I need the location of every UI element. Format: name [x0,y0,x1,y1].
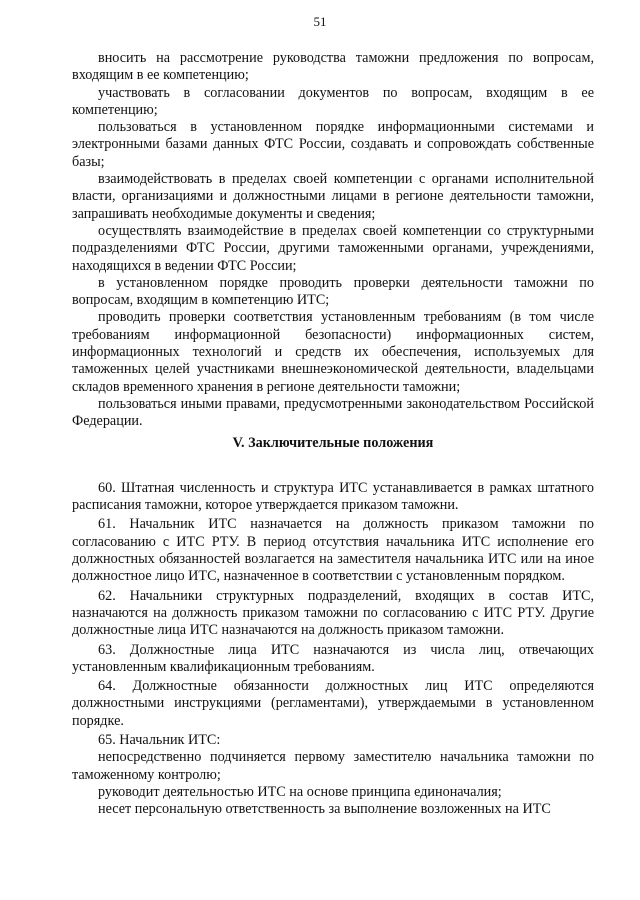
paragraph-60: 60. Штатная численность и структура ИТС устанавливается в рамках штатного расписания таможни, которое утверждается приказом таможни. [72,479,594,514]
paragraph-62: 62. Начальники структурных подразделений, входящих в состав ИТС, назначаются на должность приказом таможни по согласованию с ИТС РТУ. Другие должностные лица ИТС назначаются на должность приказом таможни. [72,587,594,639]
page-number: 51 [313,14,327,29]
paragraph-65: 65. Начальник ИТС: [98,731,221,748]
rights-item: осуществлять взаимодействие в пределах своей компетенции со структурными подразделениями ФТС России, другими таможенными органами, учреждениями, находящихся в ведении ФТС России; [72,222,594,274]
rights-item: взаимодействовать в пределах своей компетенции с органами исполнительной власти, организациями и должностными лицами в регионе деятельности таможни, запрашивать необходимые документы и сведения; [72,171,594,222]
rights-item: проводить проверки соответствия установленным требованиям (в том числе требованиям информационной безопасности) информационных систем, информационных технологий и средств их обеспечения, используемых для таможенных целей участниками внешнеэкономической деятельности, владельцами складов временного хранения в регионе деятельности таможни; [72,309,594,395]
chief-item: непосредственно подчиняется первому заместителю начальника таможни по таможенному контролю; [72,749,594,783]
paragraph-61: 61. Начальник ИТС назначается на должность приказом таможни по согласованию с ИТС РТУ. В период отсутствия начальника ИТС исполнение его должностных обязанностей возлагается на заместителя начальника ИТС или на иное должностное лицо ИТС, назначенное в соответствии с установленным порядком. [72,516,594,585]
rights-item: пользоваться в установленном порядке информационными системами и электронными базами данных ФТС России, создавать и сопровождать собственные базы; [72,119,594,170]
chief-item: несет персональную ответственность за выполнение возложенных на ИТС [98,801,551,818]
document-body [72,50,594,818]
rights-item: пользоваться иными правами, предусмотренными законодательством Российской Федерации. [72,395,594,430]
paragraph-63: 63. Должностные лица ИТС назначаются из числа лиц, отвечающих установленным квалификационным требованиям. [72,641,594,675]
paragraph-64: 64. Должностные обязанности должностных лиц ИТС определяются должностными инструкциями (регламентами), утверждаемыми в установленном порядке. [72,678,594,729]
rights-item: вносить на рассмотрение руководства таможни предложения по вопросам, входящим в ее компетенцию; [72,50,594,84]
rights-item: в установленном порядке проводить проверки деятельности таможни по вопросам, входящим в компетенцию ИТС; [72,274,594,309]
chief-item: руководит деятельностью ИТС на основе принципа единоначалия; [98,783,502,800]
rights-item: участвовать в согласовании документов по вопросам, входящим в ее компетенцию; [72,84,594,118]
section-heading: V. Заключительные положения [232,434,434,451]
